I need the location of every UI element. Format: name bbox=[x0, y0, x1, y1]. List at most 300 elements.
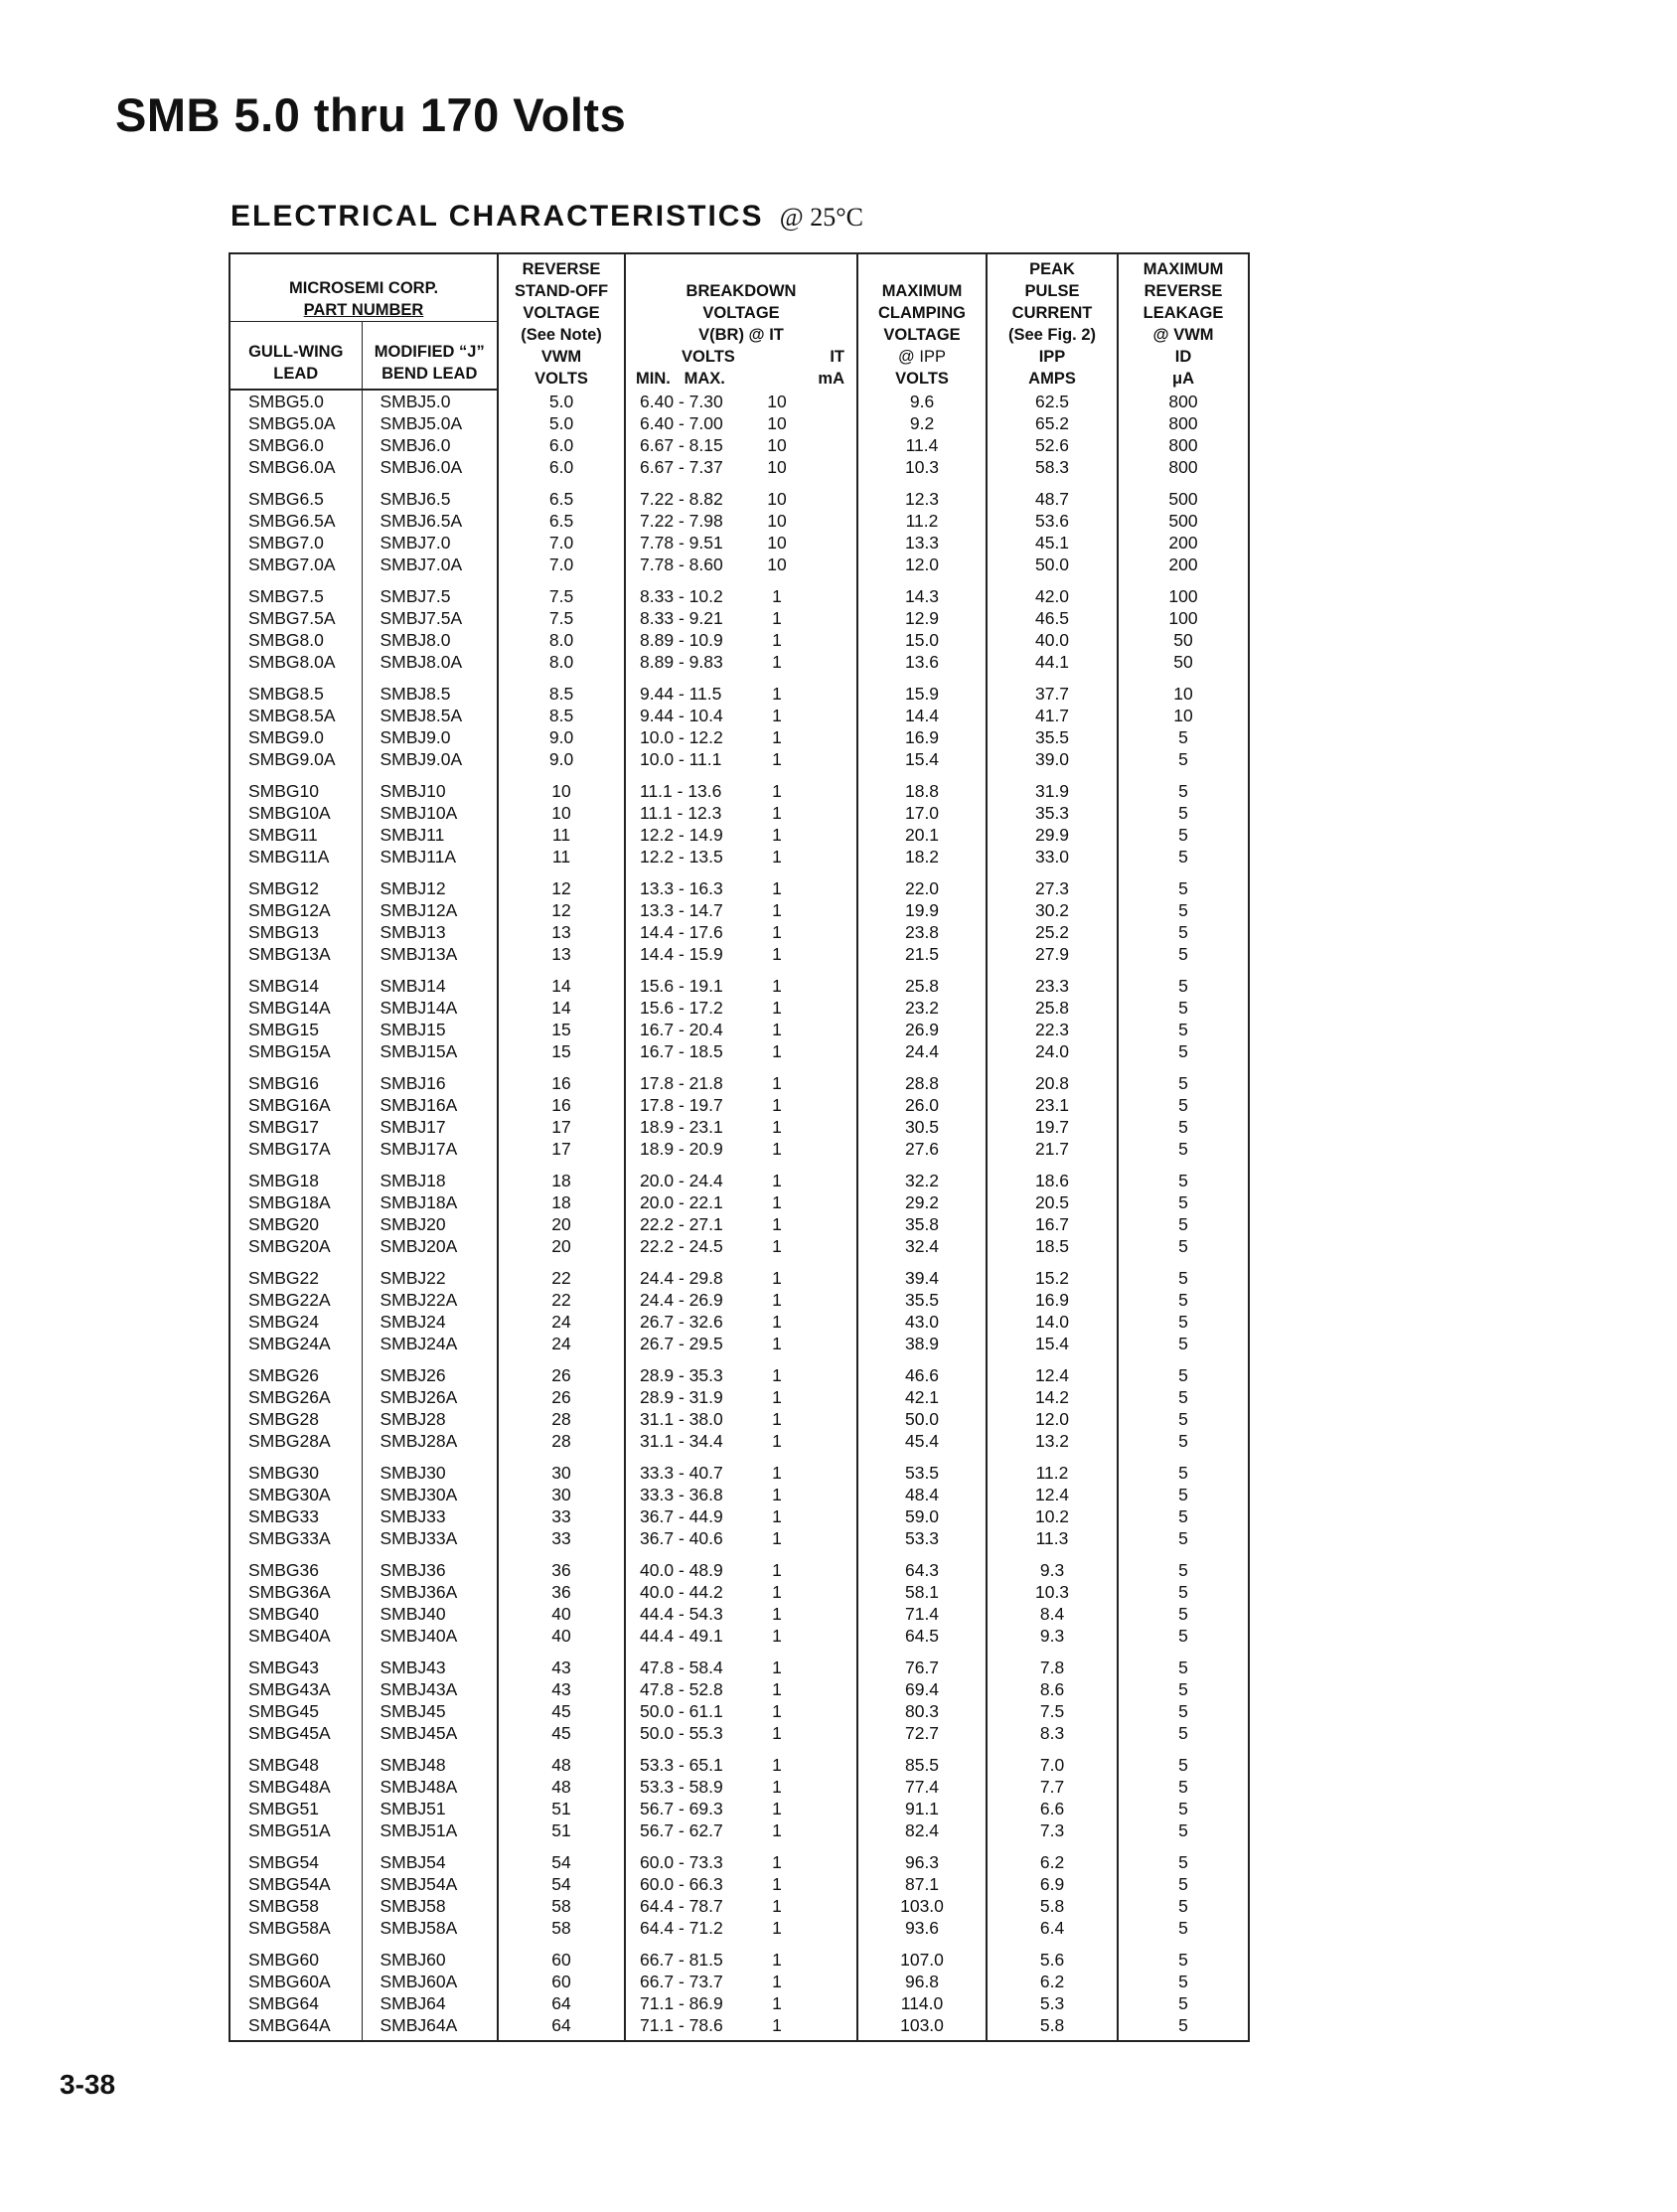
table-row bbox=[229, 1160, 1249, 1191]
test-current-value: 1 bbox=[772, 1658, 782, 1677]
peak-pulse-current-cell: 8.6 bbox=[987, 1678, 1118, 1700]
breakdown-range: 66.7 - 81.5 bbox=[640, 1950, 723, 1970]
j-bend-part-cell: SMBJ8.0 bbox=[362, 629, 498, 651]
section-title bbox=[230, 200, 863, 234]
j-bend-part-cell: SMBJ24 bbox=[362, 1311, 498, 1333]
leak-condition: @ VWM bbox=[1152, 326, 1214, 344]
table-row bbox=[229, 1191, 1249, 1213]
table-row bbox=[229, 478, 1249, 510]
breakdown-range: 16.7 - 18.5 bbox=[640, 1041, 723, 1061]
standoff-voltage-cell: 22 bbox=[498, 1289, 625, 1311]
breakdown-range: 18.9 - 20.9 bbox=[640, 1139, 723, 1159]
gull-wing-part-cell: SMBG15A bbox=[248, 1041, 331, 1061]
breakdown-range: 8.89 - 10.9 bbox=[640, 630, 723, 650]
test-current-value: 1 bbox=[772, 1485, 782, 1504]
breakdown-voltage-cell bbox=[625, 997, 857, 1019]
breakdown-voltage-cell bbox=[625, 532, 857, 553]
table-row bbox=[229, 651, 1249, 673]
reverse-leakage-cell: 5 bbox=[1118, 965, 1249, 997]
j-bend-part-cell: SMBJ17A bbox=[362, 1138, 498, 1160]
breakdown-voltage-cell bbox=[625, 1094, 857, 1116]
test-current-value: 1 bbox=[772, 944, 782, 964]
gull-wing-part-cell: SMBG7.0 bbox=[248, 533, 324, 553]
reverse-leakage-cell: 5 bbox=[1118, 770, 1249, 802]
standoff-voltage-cell: 28 bbox=[498, 1408, 625, 1430]
gull-wing-part-cell: SMBG64 bbox=[248, 1993, 319, 2013]
clamping-voltage-cell: 32.4 bbox=[857, 1235, 987, 1257]
breakdown-range: 7.22 - 8.82 bbox=[640, 489, 723, 509]
test-current-value: 1 bbox=[772, 630, 782, 650]
gull-wing-part-cell: SMBG40 bbox=[248, 1604, 319, 1624]
peak-pulse-current-cell: 7.8 bbox=[987, 1647, 1118, 1678]
clamping-voltage-cell: 9.2 bbox=[857, 412, 987, 434]
table-row bbox=[229, 1094, 1249, 1116]
standoff-voltage-cell: 40 bbox=[498, 1603, 625, 1625]
reverse-leakage-cell: 5 bbox=[1118, 899, 1249, 921]
gull-wing-part-cell: SMBG33 bbox=[248, 1506, 319, 1526]
test-current-value: 1 bbox=[772, 1236, 782, 1256]
j-bend-part-cell: SMBJ51 bbox=[362, 1798, 498, 1819]
j-bend-part-cell: SMBJ7.0A bbox=[362, 553, 498, 575]
clamping-voltage-cell: 21.5 bbox=[857, 943, 987, 965]
j-bend-part-cell: SMBJ17 bbox=[362, 1116, 498, 1138]
breakdown-voltage-cell bbox=[625, 770, 857, 802]
j-bend-part-cell: SMBJ15A bbox=[362, 1040, 498, 1062]
reverse-leakage-cell: 800 bbox=[1118, 412, 1249, 434]
j-bend-part-cell: SMBJ36 bbox=[362, 1549, 498, 1581]
table-row bbox=[229, 456, 1249, 478]
reverse-leakage-cell: 5 bbox=[1118, 1235, 1249, 1257]
j-bend-part-cell: SMBJ6.0A bbox=[362, 456, 498, 478]
test-current-value: 1 bbox=[772, 1268, 782, 1288]
standoff-voltage-cell: 6.5 bbox=[498, 510, 625, 532]
breakdown-voltage-cell bbox=[625, 1819, 857, 1841]
peak-line1: PEAK bbox=[1029, 260, 1075, 278]
standoff-voltage-cell: 51 bbox=[498, 1819, 625, 1841]
breakdown-voltage-cell bbox=[625, 943, 857, 965]
j-bend-part-cell: SMBJ28 bbox=[362, 1408, 498, 1430]
breakdown-voltage-cell bbox=[625, 748, 857, 770]
breakdown-voltage-cell bbox=[625, 1581, 857, 1603]
gull-wing-part-cell: SMBG36 bbox=[248, 1560, 319, 1580]
breakdown-voltage-cell bbox=[625, 802, 857, 824]
standoff-voltage-cell: 11 bbox=[498, 824, 625, 846]
j-bend-part-cell: SMBJ30A bbox=[362, 1484, 498, 1505]
gull-wing-part-cell: SMBG45A bbox=[248, 1723, 331, 1743]
gull-wing-part-cell: SMBG7.0A bbox=[248, 554, 336, 574]
clamping-voltage-cell: 76.7 bbox=[857, 1647, 987, 1678]
j-bend-part-cell: SMBJ26A bbox=[362, 1386, 498, 1408]
peak-pulse-current-cell: 46.5 bbox=[987, 607, 1118, 629]
standoff-voltage-cell: 40 bbox=[498, 1625, 625, 1647]
standoff-voltage-cell: 15 bbox=[498, 1040, 625, 1062]
standoff-voltage-cell: 6.5 bbox=[498, 478, 625, 510]
breakdown-range: 18.9 - 23.1 bbox=[640, 1117, 723, 1137]
breakdown-voltage-cell bbox=[625, 651, 857, 673]
breakdown-voltage-cell bbox=[625, 1647, 857, 1678]
standoff-voltage-cell: 20 bbox=[498, 1235, 625, 1257]
breakdown-range: 64.4 - 78.7 bbox=[640, 1896, 723, 1916]
standoff-voltage-cell: 14 bbox=[498, 997, 625, 1019]
breakdown-voltage-cell bbox=[625, 1213, 857, 1235]
section-title-text: ELECTRICAL CHARACTERISTICS bbox=[230, 200, 764, 233]
gull-wing-part-cell: SMBG11 bbox=[248, 825, 318, 845]
peak-symbol: IPP bbox=[1038, 348, 1066, 366]
breakdown-voltage-cell bbox=[625, 846, 857, 868]
table-row bbox=[229, 1505, 1249, 1527]
table-row bbox=[229, 1917, 1249, 1939]
gull-wing-part-cell: SMBG24 bbox=[248, 1312, 319, 1332]
reverse-leakage-cell: 5 bbox=[1118, 1798, 1249, 1819]
clamping-voltage-cell: 46.6 bbox=[857, 1354, 987, 1386]
j-bend-part-cell: SMBJ9.0A bbox=[362, 748, 498, 770]
reverse-leakage-cell: 800 bbox=[1118, 434, 1249, 456]
clamping-voltage-cell: 35.5 bbox=[857, 1289, 987, 1311]
standoff-voltage-cell: 51 bbox=[498, 1798, 625, 1819]
clamping-voltage-cell: 12.9 bbox=[857, 607, 987, 629]
reverse-leakage-cell: 5 bbox=[1118, 1484, 1249, 1505]
table-row bbox=[229, 673, 1249, 705]
breakdown-voltage-cell bbox=[625, 1527, 857, 1549]
gull-wing-part-cell: SMBG43 bbox=[248, 1658, 319, 1677]
peak-pulse-current-cell: 25.2 bbox=[987, 921, 1118, 943]
test-current-value: 1 bbox=[772, 1334, 782, 1353]
breakdown-voltage-cell bbox=[625, 1138, 857, 1160]
breakdown-voltage-cell bbox=[625, 1386, 857, 1408]
test-current-value: 10 bbox=[767, 435, 787, 455]
reverse-leakage-cell: 5 bbox=[1118, 1939, 1249, 1971]
peak-pulse-current-cell: 9.3 bbox=[987, 1625, 1118, 1647]
reverse-leakage-cell: 5 bbox=[1118, 1722, 1249, 1744]
j-bend-part-cell: SMBJ22A bbox=[362, 1289, 498, 1311]
breakdown-range: 10.0 - 11.1 bbox=[640, 749, 722, 769]
clamping-voltage-cell: 11.4 bbox=[857, 434, 987, 456]
gull-wing-part-cell: SMBG28 bbox=[248, 1409, 319, 1429]
breakdown-range: 26.7 - 29.5 bbox=[640, 1334, 723, 1353]
test-current-value: 1 bbox=[772, 1560, 782, 1580]
table-row bbox=[229, 1549, 1249, 1581]
standoff-voltage-cell: 6.0 bbox=[498, 434, 625, 456]
breakdown-range: 50.0 - 55.3 bbox=[640, 1723, 723, 1743]
j-bend-part-cell: SMBJ7.5A bbox=[362, 607, 498, 629]
breakdown-voltage-cell bbox=[625, 1289, 857, 1311]
j-bend-part-cell: SMBJ26 bbox=[362, 1354, 498, 1386]
gull-wing-part-cell: SMBG13A bbox=[248, 944, 331, 964]
test-current-value: 1 bbox=[772, 781, 782, 801]
breakdown-voltage-cell bbox=[625, 1939, 857, 1971]
table-row bbox=[229, 1527, 1249, 1549]
standoff-voltage-cell: 45 bbox=[498, 1700, 625, 1722]
breakdown-range: 11.1 - 12.3 bbox=[640, 803, 722, 823]
section-condition: @ 25°C bbox=[779, 203, 863, 232]
breakdown-voltage-cell bbox=[625, 1430, 857, 1452]
reverse-leakage-cell: 5 bbox=[1118, 997, 1249, 1019]
peak-line3: CURRENT bbox=[1011, 304, 1093, 322]
reverse-leakage-cell: 5 bbox=[1118, 1603, 1249, 1625]
j-bend-part-cell: SMBJ33 bbox=[362, 1505, 498, 1527]
reverse-leakage-header bbox=[1118, 253, 1249, 390]
clamping-voltage-cell: 15.9 bbox=[857, 673, 987, 705]
peak-pulse-current-cell: 44.1 bbox=[987, 651, 1118, 673]
breakdown-range: 12.2 - 14.9 bbox=[640, 825, 723, 845]
standoff-voltage-cell: 9.0 bbox=[498, 748, 625, 770]
table-row bbox=[229, 1895, 1249, 1917]
gull-wing-part-cell: SMBG12A bbox=[248, 900, 331, 920]
j-bend-part-cell: SMBJ45A bbox=[362, 1722, 498, 1744]
clamping-voltage-cell: 103.0 bbox=[857, 1895, 987, 1917]
breakdown-range: 22.2 - 24.5 bbox=[640, 1236, 723, 1256]
standoff-voltage-cell: 18 bbox=[498, 1160, 625, 1191]
clamping-voltage-cell: 14.3 bbox=[857, 575, 987, 607]
breakdown-range: 9.44 - 10.4 bbox=[640, 706, 723, 725]
table-row bbox=[229, 943, 1249, 965]
breakdown-range: 66.7 - 73.7 bbox=[640, 1972, 723, 1991]
page-number: 3-38 bbox=[60, 2069, 116, 2100]
peak-pulse-current-cell: 27.3 bbox=[987, 868, 1118, 899]
gull-wing-part-cell: SMBG10 bbox=[248, 781, 319, 801]
peak-pulse-current-header bbox=[987, 253, 1118, 390]
peak-pulse-current-cell: 39.0 bbox=[987, 748, 1118, 770]
test-current-value: 1 bbox=[772, 1192, 782, 1212]
clamping-voltage-cell: 96.8 bbox=[857, 1971, 987, 1992]
table-row bbox=[229, 1992, 1249, 2014]
j-bend-part-cell: SMBJ14A bbox=[362, 997, 498, 1019]
j-bend-part-cell: SMBJ14 bbox=[362, 965, 498, 997]
breakdown-range: 50.0 - 61.1 bbox=[640, 1701, 723, 1721]
reverse-leakage-cell: 5 bbox=[1118, 1700, 1249, 1722]
table-row bbox=[229, 1484, 1249, 1505]
clamping-voltage-cell: 10.3 bbox=[857, 456, 987, 478]
breakdown-range: 17.8 - 21.8 bbox=[640, 1073, 723, 1093]
breakdown-voltage-cell bbox=[625, 1235, 857, 1257]
breakdown-line1: BREAKDOWN bbox=[686, 282, 797, 300]
breakdown-voltage-cell bbox=[625, 1019, 857, 1040]
table-row bbox=[229, 748, 1249, 770]
clamping-voltage-header bbox=[857, 253, 987, 390]
clamping-voltage-cell: 18.2 bbox=[857, 846, 987, 868]
gull-wing-part-cell: SMBG43A bbox=[248, 1679, 331, 1699]
breakdown-range: 40.0 - 44.2 bbox=[640, 1582, 723, 1602]
peak-pulse-current-cell: 18.6 bbox=[987, 1160, 1118, 1191]
standoff-voltage-cell: 16 bbox=[498, 1062, 625, 1094]
j-bend-part-cell: SMBJ8.5 bbox=[362, 673, 498, 705]
standoff-voltage-cell: 5.0 bbox=[498, 412, 625, 434]
clamping-voltage-cell: 82.4 bbox=[857, 1819, 987, 1841]
test-current-value: 1 bbox=[772, 1528, 782, 1548]
clamping-voltage-cell: 26.9 bbox=[857, 1019, 987, 1040]
reverse-leakage-cell: 5 bbox=[1118, 1527, 1249, 1549]
reverse-leakage-cell: 5 bbox=[1118, 1040, 1249, 1062]
peak-pulse-current-cell: 48.7 bbox=[987, 478, 1118, 510]
j-bend-part-cell: SMBJ9.0 bbox=[362, 726, 498, 748]
breakdown-voltage-cell bbox=[625, 1354, 857, 1386]
reverse-leakage-cell: 100 bbox=[1118, 575, 1249, 607]
gull-wing-line1: GULL-WING bbox=[248, 343, 344, 361]
clamping-voltage-cell: 48.4 bbox=[857, 1484, 987, 1505]
clamping-voltage-cell: 91.1 bbox=[857, 1798, 987, 1819]
j-bend-part-cell: SMBJ24A bbox=[362, 1333, 498, 1354]
standoff-voltage-cell: 26 bbox=[498, 1354, 625, 1386]
peak-pulse-current-cell: 24.0 bbox=[987, 1040, 1118, 1062]
clamping-voltage-cell: 71.4 bbox=[857, 1603, 987, 1625]
reverse-leakage-cell: 5 bbox=[1118, 748, 1249, 770]
peak-pulse-current-cell: 11.3 bbox=[987, 1527, 1118, 1549]
clamping-voltage-cell: 64.5 bbox=[857, 1625, 987, 1647]
test-current-value: 1 bbox=[772, 1506, 782, 1526]
reverse-leakage-cell: 5 bbox=[1118, 1895, 1249, 1917]
peak-pulse-current-cell: 19.7 bbox=[987, 1116, 1118, 1138]
j-bend-part-cell: SMBJ54 bbox=[362, 1841, 498, 1873]
clamping-voltage-cell: 72.7 bbox=[857, 1722, 987, 1744]
breakdown-voltage-cell bbox=[625, 1798, 857, 1819]
peak-unit: AMPS bbox=[1028, 370, 1076, 388]
gull-wing-part-cell: SMBG6.0 bbox=[248, 435, 324, 455]
peak-pulse-current-cell: 18.5 bbox=[987, 1235, 1118, 1257]
j-bend-part-cell: SMBJ20A bbox=[362, 1235, 498, 1257]
gull-wing-part-cell: SMBG54A bbox=[248, 1874, 331, 1894]
breakdown-voltage-cell bbox=[625, 824, 857, 846]
j-bend-part-cell: SMBJ40A bbox=[362, 1625, 498, 1647]
table-row bbox=[229, 434, 1249, 456]
breakdown-range: 64.4 - 71.2 bbox=[640, 1918, 723, 1938]
peak-pulse-current-cell: 50.0 bbox=[987, 553, 1118, 575]
peak-pulse-current-cell: 6.4 bbox=[987, 1917, 1118, 1939]
j-bend-part-cell: SMBJ64A bbox=[362, 2014, 498, 2041]
breakdown-range: 56.7 - 69.3 bbox=[640, 1799, 723, 1818]
breakdown-voltage-cell bbox=[625, 1841, 857, 1873]
test-current-value: 1 bbox=[772, 1896, 782, 1916]
clamping-voltage-cell: 27.6 bbox=[857, 1138, 987, 1160]
breakdown-range: 26.7 - 32.6 bbox=[640, 1312, 723, 1332]
gull-wing-part-cell: SMBG5.0A bbox=[248, 413, 336, 433]
reverse-leakage-cell: 800 bbox=[1118, 456, 1249, 478]
standoff-unit: VOLTS bbox=[534, 370, 588, 388]
clamping-voltage-cell: 114.0 bbox=[857, 1992, 987, 2014]
breakdown-range: 44.4 - 54.3 bbox=[640, 1604, 723, 1624]
j-bend-part-cell: SMBJ64 bbox=[362, 1992, 498, 2014]
standoff-voltage-cell: 28 bbox=[498, 1430, 625, 1452]
breakdown-voltage-cell bbox=[625, 1971, 857, 1992]
standoff-voltage-cell: 17 bbox=[498, 1138, 625, 1160]
table-body bbox=[229, 390, 1249, 2041]
reverse-leakage-cell: 5 bbox=[1118, 1333, 1249, 1354]
breakdown-range: 6.67 - 8.15 bbox=[640, 435, 723, 455]
reverse-leakage-cell: 5 bbox=[1118, 1430, 1249, 1452]
peak-pulse-current-cell: 11.2 bbox=[987, 1452, 1118, 1484]
reverse-leakage-cell: 5 bbox=[1118, 1819, 1249, 1841]
table-row bbox=[229, 1841, 1249, 1873]
reverse-leakage-cell: 100 bbox=[1118, 607, 1249, 629]
breakdown-range: 6.67 - 7.37 bbox=[640, 457, 723, 477]
gull-wing-part-cell: SMBG60A bbox=[248, 1972, 331, 1991]
standoff-line2: STAND-OFF bbox=[514, 282, 609, 300]
standoff-voltage-cell: 64 bbox=[498, 1992, 625, 2014]
clamping-voltage-cell: 80.3 bbox=[857, 1700, 987, 1722]
clamping-voltage-cell: 9.6 bbox=[857, 390, 987, 412]
clamping-voltage-cell: 17.0 bbox=[857, 802, 987, 824]
breakdown-range: 8.33 - 10.2 bbox=[640, 586, 723, 606]
breakdown-range: 47.8 - 52.8 bbox=[640, 1679, 723, 1699]
table-row bbox=[229, 390, 1249, 412]
table-row bbox=[229, 1062, 1249, 1094]
peak-pulse-current-cell: 14.0 bbox=[987, 1311, 1118, 1333]
table-row bbox=[229, 575, 1249, 607]
breakdown-voltage-cell bbox=[625, 1776, 857, 1798]
standoff-voltage-cell: 60 bbox=[498, 1939, 625, 1971]
peak-pulse-current-cell: 7.5 bbox=[987, 1700, 1118, 1722]
table-row bbox=[229, 532, 1249, 553]
gull-wing-part-cell: SMBG17 bbox=[248, 1117, 319, 1137]
breakdown-range: 15.6 - 17.2 bbox=[640, 998, 723, 1018]
standoff-voltage-cell: 60 bbox=[498, 1971, 625, 1992]
breakdown-voltage-cell bbox=[625, 510, 857, 532]
standoff-voltage-cell: 10 bbox=[498, 802, 625, 824]
breakdown-range: 7.78 - 9.51 bbox=[640, 533, 723, 553]
breakdown-voltage-cell bbox=[625, 1917, 857, 1939]
gull-wing-part-cell: SMBG60 bbox=[248, 1950, 319, 1970]
table-row bbox=[229, 1744, 1249, 1776]
breakdown-voltage-cell bbox=[625, 607, 857, 629]
breakdown-range: 12.2 - 13.5 bbox=[640, 847, 723, 867]
gull-wing-part-cell: SMBG58A bbox=[248, 1918, 331, 1938]
test-current-value: 1 bbox=[772, 1755, 782, 1775]
breakdown-line2: VOLTAGE bbox=[702, 304, 780, 322]
j-bend-header bbox=[362, 322, 498, 391]
standoff-voltage-cell: 9.0 bbox=[498, 726, 625, 748]
j-bend-part-cell: SMBJ48A bbox=[362, 1776, 498, 1798]
j-bend-part-cell: SMBJ8.0A bbox=[362, 651, 498, 673]
test-current-value: 1 bbox=[772, 1117, 782, 1137]
breakdown-range: 24.4 - 29.8 bbox=[640, 1268, 723, 1288]
reverse-leakage-cell: 10 bbox=[1118, 705, 1249, 726]
gull-wing-part-cell: SMBG33A bbox=[248, 1528, 331, 1548]
table-row bbox=[229, 1939, 1249, 1971]
table-row bbox=[229, 1776, 1249, 1798]
peak-pulse-current-cell: 14.2 bbox=[987, 1386, 1118, 1408]
table-row bbox=[229, 1700, 1249, 1722]
breakdown-range: 53.3 - 65.1 bbox=[640, 1755, 723, 1775]
breakdown-voltage-cell bbox=[625, 1452, 857, 1484]
clamping-voltage-cell: 69.4 bbox=[857, 1678, 987, 1700]
gull-wing-part-cell: SMBG10A bbox=[248, 803, 331, 823]
peak-pulse-current-cell: 8.3 bbox=[987, 1722, 1118, 1744]
breakdown-line3: V(BR) @ IT bbox=[698, 326, 784, 344]
breakdown-voltage-cell bbox=[625, 1333, 857, 1354]
j-bend-part-cell: SMBJ11A bbox=[362, 846, 498, 868]
gull-wing-part-cell: SMBG8.5A bbox=[248, 706, 336, 725]
gull-wing-part-cell: SMBG22 bbox=[248, 1268, 319, 1288]
table-row bbox=[229, 802, 1249, 824]
part-header-line1: MICROSEMI CORP. bbox=[288, 279, 439, 297]
standoff-voltage-cell: 24 bbox=[498, 1333, 625, 1354]
reverse-leakage-cell: 5 bbox=[1118, 1408, 1249, 1430]
test-current-value: 10 bbox=[767, 457, 787, 477]
table-row bbox=[229, 607, 1249, 629]
j-bend-line1: MODIFIED “J” bbox=[374, 343, 485, 361]
standoff-voltage-cell: 22 bbox=[498, 1257, 625, 1289]
breakdown-voltage-cell bbox=[625, 456, 857, 478]
table-row bbox=[229, 726, 1249, 748]
breakdown-voltage-cell bbox=[625, 921, 857, 943]
reverse-leakage-cell: 50 bbox=[1118, 651, 1249, 673]
standoff-voltage-cell: 33 bbox=[498, 1505, 625, 1527]
standoff-voltage-cell: 7.0 bbox=[498, 553, 625, 575]
gull-wing-part-cell: SMBG24A bbox=[248, 1334, 331, 1353]
breakdown-range: 14.4 - 15.9 bbox=[640, 944, 723, 964]
breakdown-voltage-cell bbox=[625, 1992, 857, 2014]
test-current-value: 10 bbox=[767, 533, 787, 553]
reverse-leakage-cell: 5 bbox=[1118, 1841, 1249, 1873]
